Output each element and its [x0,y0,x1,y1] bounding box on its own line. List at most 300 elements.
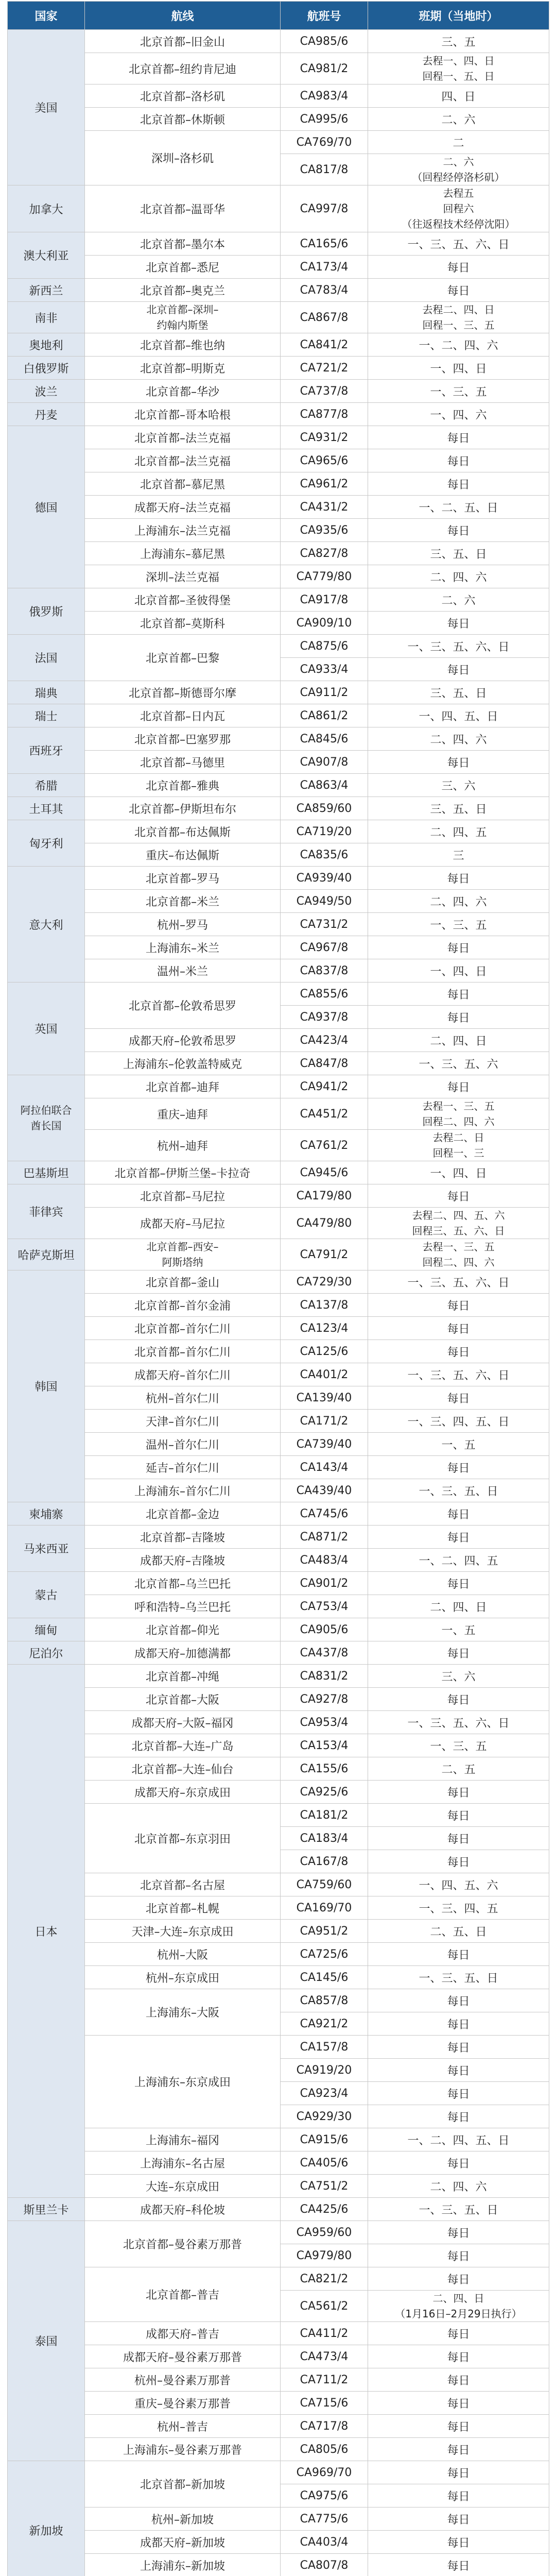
schedule-days-cell: 每日 [368,2392,549,2415]
route-cell: 天津–首尔仁川 [85,1410,281,1433]
schedule-days-cell: 二、四、六 [368,727,549,751]
route-cell: 上海浦东–法兰克福 [85,519,281,542]
route-cell: 北京首都–大连–广岛 [85,1734,281,1757]
table-row [8,449,549,472]
schedule-days-cell: 二、五、日 [368,1920,549,1943]
flight-number-cell: CA739/40 [281,1433,368,1456]
route-cell: 上海浦东–伦敦盖特威克 [85,1052,281,1075]
schedule-days-cell: 每日 [368,1781,549,1804]
schedule-days-cell: 三、六 [368,774,549,797]
schedule-days-cell: 每日 [368,2151,549,2175]
flight-number-cell: CA437/8 [281,1641,368,1665]
route-cell: 成都天府–曼谷素万那普 [85,2345,281,2368]
flight-number-cell: CA871/2 [281,1526,368,1549]
table-row [8,1943,549,1966]
table-row [8,2554,549,2576]
schedule-days-cell: 每日 [368,2244,549,2267]
table-row [8,403,549,426]
table-row [8,1618,549,1641]
schedule-days-cell: 每日 [368,2036,549,2059]
route-cell: 北京首都–维也纳 [85,333,281,357]
route-cell: 杭州–普吉 [85,2415,281,2438]
country-cell: 瑞典 [8,681,85,704]
route-cell: 上海浦东–名古屋 [85,2151,281,2175]
flight-number-cell: CA837/8 [281,959,368,982]
route-cell: 天津–大连–东京成田 [85,1920,281,1943]
schedule-days-cell: 每日 [368,2368,549,2392]
flight-number-cell: CA451/2 [281,1098,368,1130]
schedule-days-cell: 一、三、五 [368,380,549,403]
route-cell: 成都天府–普吉 [85,2322,281,2345]
table-row [8,380,549,403]
flight-number-cell: CA473/4 [281,2345,368,2368]
schedule-days-cell: 每日 [368,1294,549,1317]
schedule-days-cell: 一、二、四、五、日 [368,2128,549,2151]
schedule-days-cell: 二 [368,131,549,154]
route-cell: 大连–东京成田 [85,2175,281,2198]
schedule-days-cell: 一、二、四、六 [368,333,549,357]
schedule-days-cell: 三、六 [368,1665,549,1688]
schedule-days-cell: 每日 [368,256,549,279]
schedule-days-cell: 二、五 [368,1757,549,1781]
route-cell: 北京首都–首尔金浦 [85,1294,281,1317]
table-row [8,30,549,53]
schedule-days-cell: 每日 [368,519,549,542]
route-cell: 温州–首尔仁川 [85,1433,281,1456]
flight-number-cell: CA923/4 [281,2082,368,2105]
flight-number-cell: CA165/6 [281,232,368,256]
table-row [8,843,549,867]
table-row [8,1161,549,1184]
flight-number-cell: CA137/8 [281,1294,368,1317]
flight-number-cell: CA945/6 [281,1161,368,1184]
table-row [8,751,549,774]
schedule-days-cell: 每日 [368,2059,549,2082]
route-cell: 北京首都–慕尼黑 [85,472,281,496]
schedule-days-cell: 三 [368,843,549,867]
route-cell: 北京首都–大连–仙台 [85,1757,281,1781]
flight-number-cell: CA855/6 [281,982,368,1006]
table-row [8,890,549,913]
route-cell: 北京首都–哥本哈根 [85,403,281,426]
table-row [8,1804,549,1827]
route-cell: 北京首都–伊斯兰堡–卡拉奇 [85,1161,281,1184]
table-row [8,1433,549,1456]
flight-number-cell: CA139/40 [281,1386,368,1410]
schedule-days-cell: 每日 [368,1943,549,1966]
flight-number-cell: CA831/2 [281,1665,368,1688]
schedule-days-cell: 每日 [368,472,549,496]
flight-number-cell: CA875/6 [281,635,368,658]
flight-number-cell: CA861/2 [281,704,368,727]
flight-number-cell: CA401/2 [281,1363,368,1386]
schedule-days-cell: 每日 [368,2554,549,2576]
route-cell: 上海浦东–大阪 [85,1989,281,2036]
header-flight: 航班号 [281,2,368,30]
schedule-days-cell: 每日 [368,1804,549,1827]
route-cell: 北京首都–西安– 阿斯塔纳 [85,1239,281,1270]
flight-number-cell: CA965/6 [281,449,368,472]
table-row [8,2036,549,2059]
route-cell: 北京首都–奥克兰 [85,279,281,302]
table-row [8,256,549,279]
route-cell: 北京首都–巴塞罗那 [85,727,281,751]
country-cell: 奥地利 [8,333,85,357]
route-cell: 北京首都–法兰克福 [85,426,281,449]
schedule-days-cell: 每日 [368,449,549,472]
table-row [8,2221,549,2244]
schedule-days-cell: 一、三、四、五 [368,1896,549,1920]
route-cell: 北京首都–大阪 [85,1688,281,1711]
flight-number-cell: CA431/2 [281,496,368,519]
flight-number-cell: CA479/80 [281,1208,368,1239]
country-cell: 美国 [8,30,85,185]
flight-number-cell: CA779/80 [281,565,368,588]
schedule-days-cell: 每日 [368,2267,549,2291]
schedule-days-cell: 去程一、三、五 回程二、四、六 [368,1239,549,1270]
flight-number-cell: CA439/40 [281,1479,368,1502]
route-cell: 北京首都–金边 [85,1502,281,1526]
flight-schedule-table [7,1,549,2576]
flight-number-cell: CA905/6 [281,1618,368,1641]
schedule-days-cell: 一、三、五、日 [368,1479,549,1502]
route-cell: 北京首都–伊斯坦布尔 [85,797,281,820]
schedule-days-cell: 每日 [368,867,549,890]
route-cell: 成都天府–科伦坡 [85,2198,281,2221]
flight-number-cell: CA483/4 [281,1549,368,1572]
flight-number-cell: CA167/8 [281,1850,368,1873]
table-row [8,185,549,232]
table-row [8,1526,549,1549]
route-cell: 杭州–曼谷素万那普 [85,2368,281,2392]
table-row [8,279,549,302]
table-row [8,704,549,727]
schedule-days-cell: 二、六 （回程经停洛杉矶） [368,154,549,185]
table-row [8,1075,549,1098]
flight-number-cell: CA183/4 [281,1827,368,1850]
country-cell: 日本 [8,1665,85,2198]
table-row [8,333,549,357]
table-row [8,1052,549,1075]
header-route: 航线 [85,2,281,30]
schedule-days-cell: 三、五、日 [368,797,549,820]
schedule-days-cell: 去程二、四、日 回程一、三、五 [368,302,549,333]
schedule-days-cell: 每日 [368,2345,549,2368]
flight-number-cell: CA867/8 [281,302,368,333]
table-row [8,1920,549,1943]
schedule-days-cell: 每日 [368,2012,549,2036]
country-cell: 澳大利亚 [8,232,85,279]
flight-number-cell: CA835/6 [281,843,368,867]
route-cell: 北京首都–深圳– 约翰内斯堡 [85,302,281,333]
flight-number-cell: CA979/80 [281,2244,368,2267]
table-row [8,53,549,84]
route-cell: 北京首都–仰光 [85,1618,281,1641]
route-cell: 北京首都–伦敦希思罗 [85,982,281,1029]
schedule-days-cell: 去程二、日 回程一、三 [368,1130,549,1161]
schedule-days-cell: 一、五 [368,1433,549,1456]
route-cell: 北京首都–东京羽田 [85,1804,281,1873]
schedule-days-cell: 一、二、四、五 [368,1549,549,1572]
schedule-days-cell: 二、六 [368,108,549,131]
schedule-days-cell: 每日 [368,2221,549,2244]
table-row [8,1757,549,1781]
table-row [8,1734,549,1757]
flight-number-cell: CA751/2 [281,2175,368,2198]
schedule-days-cell: 去程二、四、五、六 回程三、五、六、日 [368,1208,549,1239]
table-row [8,2368,549,2392]
country-cell: 新加坡 [8,2461,85,2576]
flight-number-cell: CA935/6 [281,519,368,542]
route-cell: 北京首都–雅典 [85,774,281,797]
schedule-days-cell: 一、二、五、日 [368,496,549,519]
table-row [8,1665,549,1688]
route-cell: 北京首都–马尼拉 [85,1184,281,1208]
flight-number-cell: CA981/2 [281,53,368,84]
flight-number-cell: CA919/20 [281,2059,368,2082]
flight-number-cell: CA953/4 [281,1711,368,1734]
flight-number-cell: CA761/2 [281,1130,368,1161]
schedule-days-cell: 一、三、五、六、日 [368,232,549,256]
route-cell: 杭州–罗马 [85,913,281,936]
schedule-days-cell: 一、三、五、日 [368,2198,549,2221]
schedule-days-cell: 每日 [368,1572,549,1595]
country-cell: 希腊 [8,774,85,797]
schedule-days-cell: 每日 [368,1989,549,2012]
flight-number-cell: CA145/6 [281,1966,368,1989]
flight-number-cell: CA933/4 [281,658,368,681]
table-row [8,302,549,333]
route-cell: 北京首都–新加坡 [85,2461,281,2507]
route-cell: 北京首都–名古屋 [85,1873,281,1896]
flight-number-cell: CA907/8 [281,751,368,774]
route-cell: 深圳–法兰克福 [85,565,281,588]
route-cell: 北京首都–圣彼得堡 [85,588,281,612]
flight-number-cell: CA711/2 [281,2368,368,2392]
table-row [8,1340,549,1363]
flight-number-cell: CA425/6 [281,2198,368,2221]
schedule-days-cell: 四、日 [368,84,549,108]
schedule-days-cell: 每日 [368,426,549,449]
table-row [8,1479,549,1502]
flight-number-cell: CA901/2 [281,1572,368,1595]
table-row [8,2507,549,2531]
table-row [8,1029,549,1052]
table-row [8,84,549,108]
table-row [8,565,549,588]
schedule-days-cell: 每日 [368,936,549,959]
flight-number-cell: CA997/8 [281,185,368,232]
flight-number-cell: CA969/70 [281,2461,368,2484]
country-cell: 蒙古 [8,1572,85,1618]
flight-number-cell: CA715/6 [281,2392,368,2415]
table-row [8,1502,549,1526]
flight-number-cell: CA857/8 [281,1989,368,2012]
country-cell: 阿拉伯联合 酋长国 [8,1075,85,1161]
schedule-days-cell: 每日 [368,2507,549,2531]
schedule-days-cell: 每日 [368,1688,549,1711]
route-cell: 北京首都–日内瓦 [85,704,281,727]
table-row [8,1208,549,1239]
table-row [8,2128,549,2151]
schedule-days-cell: 一、三、五、六、日 [368,1363,549,1386]
schedule-days-cell: 每日 [368,1827,549,1850]
country-cell: 意大利 [8,867,85,982]
table-row [8,1386,549,1410]
flight-number-cell: CA157/8 [281,2036,368,2059]
flight-number-cell: CA721/2 [281,357,368,380]
schedule-days-cell: 一、三、五、六、日 [368,1711,549,1734]
country-cell: 菲律宾 [8,1184,85,1239]
route-cell: 成都天府–加德满都 [85,1641,281,1665]
country-cell: 哈萨克斯坦 [8,1239,85,1270]
flight-number-cell: CA179/80 [281,1184,368,1208]
table-row [8,1711,549,1734]
schedule-days-cell: 一、三、五 [368,913,549,936]
flight-number-cell: CA927/8 [281,1688,368,1711]
table-row [8,1989,549,2012]
country-cell: 马来西亚 [8,1526,85,1572]
table-row [8,1549,549,1572]
table-row [8,131,549,154]
schedule-days-cell: 一、三、五、六、日 [368,635,549,658]
table-row [8,727,549,751]
flight-number-cell: CA753/4 [281,1595,368,1618]
table-row [8,1595,549,1618]
table-row [8,1572,549,1595]
table-row [8,1270,549,1294]
header-country: 国家 [8,2,85,30]
route-cell: 杭州–东京成田 [85,1966,281,1989]
schedule-days-cell: 每日 [368,1502,549,1526]
flight-number-cell: CA729/30 [281,1270,368,1294]
route-cell: 北京首都–明斯克 [85,357,281,380]
country-cell: 斯里兰卡 [8,2198,85,2221]
table-row [8,2461,549,2484]
route-cell: 重庆–布达佩斯 [85,843,281,867]
route-cell: 上海浦东–首尔仁川 [85,1479,281,1502]
table-row [8,2345,549,2368]
country-cell: 波兰 [8,380,85,403]
route-cell: 北京首都–布达佩斯 [85,820,281,843]
schedule-days-cell: 每日 [368,2461,549,2484]
route-cell: 成都天府–大阪–福冈 [85,1711,281,1734]
route-cell: 北京首都–首尔仁川 [85,1340,281,1363]
schedule-days-cell: 每日 [368,1641,549,1665]
route-cell: 上海浦东–米兰 [85,936,281,959]
flight-number-cell: CA155/6 [281,1757,368,1781]
schedule-days-cell: 一、四、六 [368,403,549,426]
table-row [8,232,549,256]
country-cell: 韩国 [8,1270,85,1502]
flight-number-cell: CA985/6 [281,30,368,53]
route-cell: 上海浦东–新加坡 [85,2554,281,2576]
schedule-days-cell: 去程一、三、五 回程二、四、六 [368,1098,549,1130]
flight-number-cell: CA807/8 [281,2554,368,2576]
schedule-days-cell: 二、四、日 （1月16日–2月29日执行） [368,2291,549,2322]
schedule-days-cell: 每日 [368,1075,549,1098]
flight-number-cell: CA911/2 [281,681,368,704]
country-cell: 尼泊尔 [8,1641,85,1665]
route-cell: 北京首都–洛杉矶 [85,84,281,108]
table-row [8,1966,549,1989]
route-cell: 北京首都–休斯顿 [85,108,281,131]
flight-number-cell: CA859/60 [281,797,368,820]
country-cell: 瑞士 [8,704,85,727]
header-days: 班期（当地时） [368,2,549,30]
schedule-days-cell: 二、四、日 [368,1029,549,1052]
schedule-days-cell: 每日 [368,612,549,635]
route-cell: 上海浦东–曼谷素万那普 [85,2438,281,2461]
schedule-days-cell: 每日 [368,1456,549,1479]
route-cell: 北京首都–温哥华 [85,185,281,232]
flight-number-cell: CA719/20 [281,820,368,843]
table-row [8,472,549,496]
flight-number-cell: CA961/2 [281,472,368,496]
table-row [8,1873,549,1896]
table-row [8,635,549,658]
schedule-days-cell: 二、四、六 [368,2175,549,2198]
schedule-days-cell: 三、五 [368,30,549,53]
schedule-days-cell: 每日 [368,1526,549,1549]
schedule-days-cell: 每日 [368,2484,549,2507]
schedule-days-cell: 二、四、六 [368,565,549,588]
route-cell: 北京首都–巴黎 [85,635,281,681]
table-row [8,588,549,612]
country-cell: 法国 [8,635,85,681]
flight-number-cell: CA925/6 [281,1781,368,1804]
schedule-days-cell: 每日 [368,1386,549,1410]
flight-number-cell: CA759/60 [281,1873,368,1896]
country-cell: 匈牙利 [8,820,85,867]
table-row [8,1184,549,1208]
schedule-days-cell: 二、四、六 [368,890,549,913]
country-cell: 新西兰 [8,279,85,302]
flight-number-cell: CA939/40 [281,867,368,890]
route-cell: 北京首都–悉尼 [85,256,281,279]
schedule-days-cell: 二、六 [368,588,549,612]
schedule-days-cell: 每日 [368,2082,549,2105]
route-cell: 北京首都–首尔仁川 [85,1317,281,1340]
route-cell: 北京首都–罗马 [85,867,281,890]
table-row [8,2415,549,2438]
schedule-days-cell: 每日 [368,1340,549,1363]
route-cell: 上海浦东–福冈 [85,2128,281,2151]
route-cell: 北京首都–马德里 [85,751,281,774]
flight-number-cell: CA411/2 [281,2322,368,2345]
flight-number-cell: CA143/4 [281,1456,368,1479]
route-cell: 杭州–新加坡 [85,2507,281,2531]
flight-number-cell: CA123/4 [281,1317,368,1340]
route-cell: 北京首都–冲绳 [85,1665,281,1688]
table-row [8,2392,549,2415]
schedule-days-cell: 每日 [368,1317,549,1340]
schedule-days-cell: 二、四、五 [368,820,549,843]
flight-number-cell: CA769/70 [281,131,368,154]
route-cell: 成都天府–吉隆坡 [85,1549,281,1572]
schedule-days-cell: 每日 [368,279,549,302]
table-row [8,2438,549,2461]
table-row [8,1781,549,1804]
table-row [8,542,549,565]
route-cell: 北京首都–釜山 [85,1270,281,1294]
country-cell: 柬埔寨 [8,1502,85,1526]
flight-number-cell: CA173/4 [281,256,368,279]
route-cell: 北京首都–法兰克福 [85,449,281,472]
table-row [8,913,549,936]
table-row [8,959,549,982]
schedule-days-cell: 一、四、日 [368,959,549,982]
